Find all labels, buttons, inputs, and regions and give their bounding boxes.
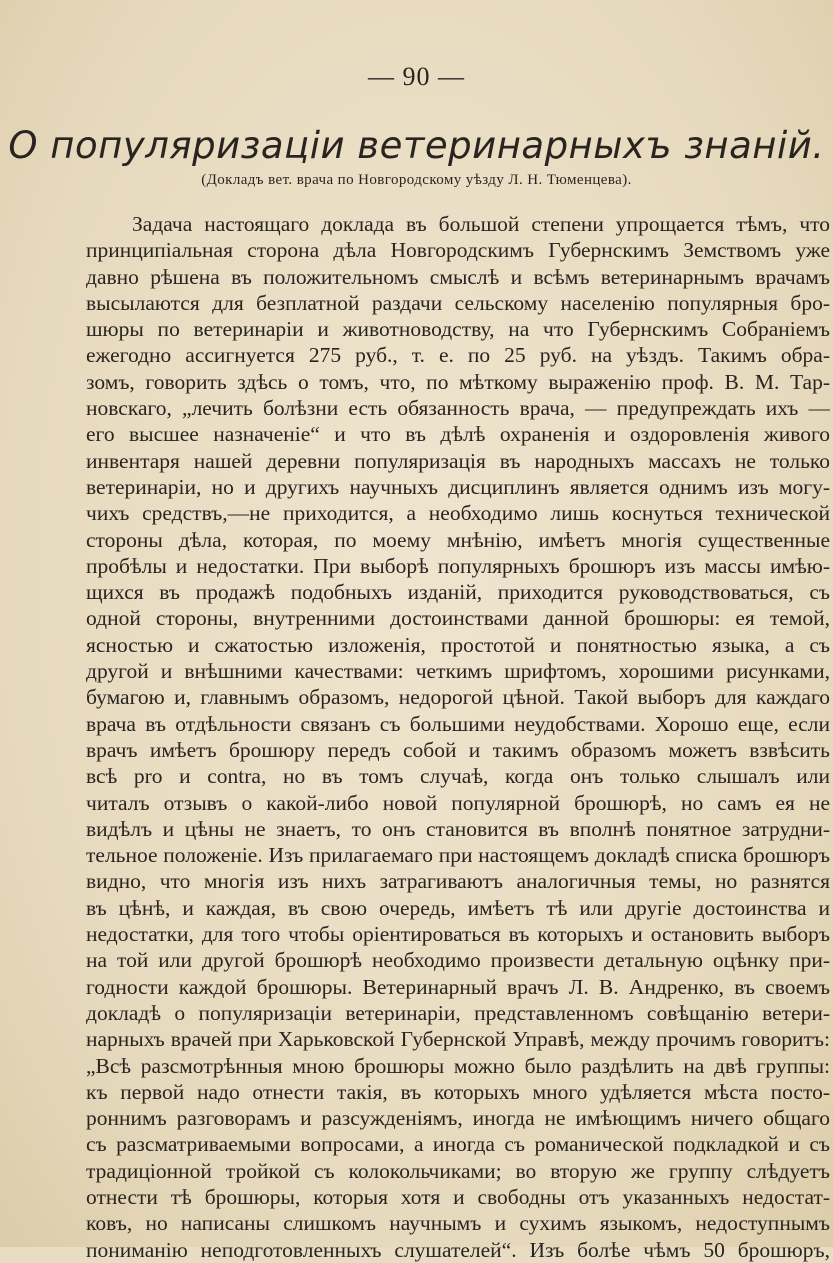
text-line: другой и внѣшними качествами: четкимъ шрифтомъ, хорошими рисунками, (86, 659, 830, 684)
text-line: въ цѣнѣ, и каждая, въ свою очередь, имѣетъ тѣ или другіе достоинства и (86, 895, 830, 920)
text-line: Задача настоящаго доклада въ большой степени упрощается тѣмъ, что (132, 212, 830, 236)
text-line: съ разсматриваемыми вопросами, а иногда съ романической подкладкой и съ (86, 1132, 830, 1157)
text-line: бумагою и, главнымъ образомъ, недорогой цѣной. Такой выборъ для каждаго (86, 685, 830, 710)
text-line: на той или другой брошюрѣ необходимо произвести детальную оцѣнку при- (86, 948, 830, 973)
text-line: читалъ отзывъ о какой-либо новой популярной брошюрѣ, но самъ ея не (86, 790, 830, 815)
text-line: роннимъ разговорамъ и разсужденіямъ, иногда не имѣющимъ ничего общаго (86, 1106, 830, 1131)
text-line: „Всѣ разсмотрѣнныя мною брошюры можно было раздѣлить на двѣ группы: (86, 1053, 830, 1078)
text-line: недостатки, для того чтобы оріентироваться въ которыхъ и остановить выборъ (86, 922, 830, 947)
text-line: шюры по ветеринаріи и животноводству, на что Губернскимъ Собраніемъ (86, 317, 830, 342)
text-line: пониманію неподготовленныхъ слушателей“. Изъ болѣе чѣмъ 50 брошюръ, (86, 1237, 830, 1262)
text-line: видно, что многія изъ нихъ затрагиваютъ аналогичныя темы, но разнятся (86, 869, 830, 894)
text-line: ветеринаріи, но и другихъ научныхъ дисциплинъ является однимъ изъ могу- (86, 474, 830, 499)
text-line: всѣ pro и contra, но въ томъ случаѣ, когда онъ только слышалъ или (86, 764, 830, 789)
text-line: давно рѣшена въ положительномъ смыслѣ и всѣмъ ветеринарнымъ врачамъ (86, 264, 830, 289)
text-line: щихся въ продажѣ подобныхъ изданій, приходится руководствоваться, съ (86, 580, 830, 605)
article-body (86, 211, 830, 1263)
text-line: ежегодно ассигнуется 275 руб., т. е. по 25 руб. на уѣздъ. Такимъ обра- (86, 343, 830, 368)
text-line: къ первой надо отнести такія, въ которыхъ много удѣляется мѣста посто- (86, 1079, 830, 1104)
text-line: годности каждой брошюры. Ветеринарный врачъ Л. В. Андренко, въ своемъ (86, 974, 830, 999)
article-title: О популяризаціи ветеринарныхъ знаній. (8, 124, 825, 167)
text-line: инвентаря нашей деревни популяризація въ народныхъ массахъ не только (86, 448, 830, 473)
text-line: врачъ имѣетъ брошюру передъ собой и такимъ образомъ можетъ взвѣсить (86, 737, 830, 762)
text-line: врача въ отдѣльности связанъ съ большими неудобствами. Хорошо еще, если (86, 711, 830, 736)
text-line: одной стороны, внутренними достоинствами данной брошюры: ея темой, (86, 606, 830, 631)
page-number: — 90 — (368, 62, 465, 91)
text-line: новскаго, „лечить болѣзни есть обязанность врача, — предупреждать ихъ — (86, 396, 830, 421)
text-line: высылаются для безплатной раздачи сельскому населенію популярныя бро- (86, 290, 830, 315)
text-line: традиціонной тройкой съ колокольчиками; во вторую же группу слѣдуетъ (86, 1158, 830, 1183)
text-line: отнести тѣ брошюры, которыя хотя и свободны отъ указанныхъ недостат- (86, 1184, 830, 1209)
text-line: чихъ средствъ,—не приходится, а необходимо лишь коснуться технической (86, 501, 830, 526)
article-subtitle: (Докладъ вет. врача по Новгородскому уѣзду Л. Н. Тюменцева). (201, 172, 632, 188)
text-line: пробѣлы и недостатки. При выборѣ популярныхъ брошюръ изъ массы имѣю- (86, 553, 830, 578)
text-line: ковъ, но написаны слишкомъ научнымъ и сухимъ языкомъ, недоступнымъ (86, 1211, 830, 1236)
text-line: его высшее назначеніе“ и что въ дѣлѣ охраненія и оздоровленія живого (86, 422, 830, 447)
text-line: ясностью и сжатостью изложенія, простотой и понятностью языка, а съ (86, 632, 830, 657)
text-line: видѣлъ и цѣны не знаетъ, то онъ становится въ вполнѣ понятное затрудни- (86, 816, 830, 841)
text-line: принципіальная сторона дѣла Новгородскимъ Губернскимъ Земствомъ уже (86, 238, 830, 263)
text-line: зомъ, говорить здѣсь о томъ, что, по мѣткому выраженію проф. В. М. Тар- (86, 369, 830, 394)
text-line: тельное положеніе. Изъ прилагаемаго при настоящемъ докладѣ списка брошюръ (86, 843, 830, 868)
text-line: стороны дѣла, которая, по моему мнѣнію, имѣетъ многія существенные (86, 527, 830, 552)
text-line: нарныхъ врачей при Харьковской Губернской Управѣ, между прочимъ говоритъ: (86, 1027, 830, 1052)
text-line: докладѣ о популяризаціи ветеринаріи, представленномъ совѣщанію ветери- (86, 1000, 830, 1025)
